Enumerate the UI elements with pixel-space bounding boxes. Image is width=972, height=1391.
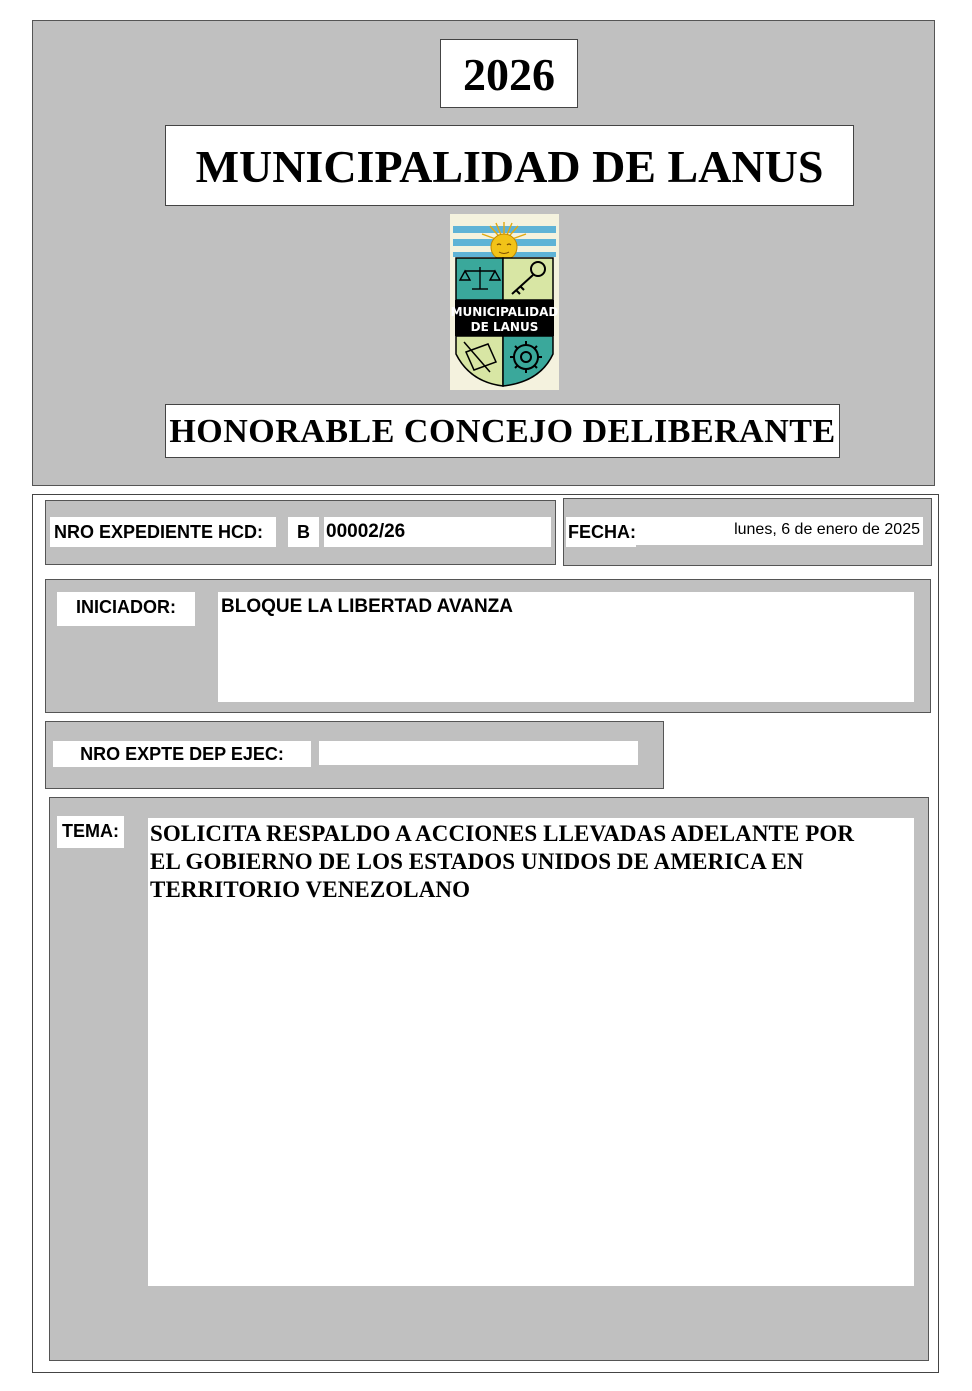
fecha-value: lunes, 6 de enero de 2025 xyxy=(636,517,923,545)
tema-line: TERRITORIO VENEZOLANO xyxy=(150,877,471,902)
tema-line: EL GOBIERNO DE LOS ESTADOS UNIDOS DE AMERICA EN xyxy=(150,849,804,874)
council-title: HONORABLE CONCEJO DELIBERANTE xyxy=(165,404,840,458)
tema-label: TEMA: xyxy=(57,816,124,848)
logo-line-2: DE LANUS xyxy=(470,320,539,334)
expediente-label: NRO EXPEDIENTE HCD: xyxy=(50,517,276,547)
expte-dep-ejec-label: NRO EXPTE DEP EJEC: xyxy=(53,741,311,767)
tema-value xyxy=(148,818,914,1286)
municipality-title: MUNICIPALIDAD DE LANUS xyxy=(165,125,854,206)
fecha-label: FECHA: xyxy=(566,517,636,547)
iniciador-value: BLOQUE LA LIBERTAD AVANZA xyxy=(218,592,914,702)
expediente-letter: B xyxy=(288,517,319,547)
tema-line: SOLICITA RESPALDO A ACCIONES LLEVADAS ADELANTE POR xyxy=(150,821,855,846)
year-box: 2026 xyxy=(440,39,578,108)
logo-line-1: MUNICIPALIDAD xyxy=(450,305,559,319)
expte-dep-ejec-value xyxy=(319,741,638,765)
iniciador-label: INICIADOR: xyxy=(57,592,195,626)
expediente-number: 00002/26 xyxy=(324,517,551,547)
municipality-coat-of-arms-icon xyxy=(450,214,559,390)
